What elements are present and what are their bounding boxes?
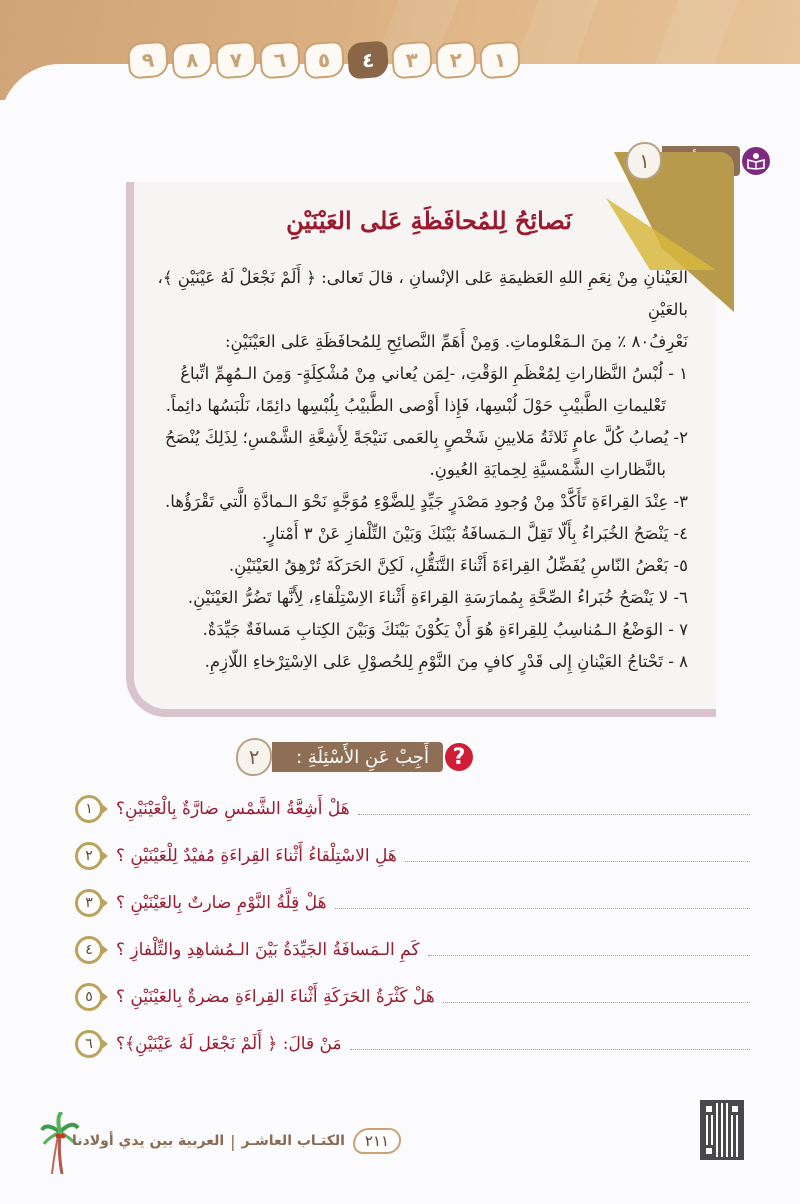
tip-item-2-cont: بالنَّظاراتِ الشَّمْسيَّةِ لِحِمايَةِ العُيونِ. [429, 460, 666, 479]
section-questions-header [242, 738, 465, 776]
passage-body [156, 262, 688, 678]
tip-item-4: ٤- يَنْصَحُ الخُبَراءُ بِأَلّا تَقِلَّ الـمَسافَةُ بَيْنَكَ وَبَيْنَ التِّلْفازِ عَنْ ٣ أَمْتارٍ. [261, 524, 688, 543]
tip-item-2: ٢- يُصابُ كُلَّ عامٍ ثَلاثَةُ مَلايينِ شَخْصٍ بِالعَمى نَتيْجَةً لِأَشِعَّةِ الشَّمْسِ؛ لِذَلِكَ يُنْصَحُ [165, 428, 688, 447]
lesson-tab-8[interactable]: ٨ [171, 41, 213, 80]
page-number: ٢١١ [353, 1128, 401, 1154]
question-number-badge [70, 888, 108, 918]
intro-line: نَعْرِفُ٨٠ ٪ مِنَ الـمَعْلوماتِ. وَمِنْ أَهَمِّ النَّصائِحِ لِلمُحافَظَةِ عَلى العَيْنَيْنِ: [224, 332, 688, 351]
footer-separator: | [230, 1131, 236, 1151]
question-number: ٢ [75, 842, 103, 870]
section-label: أَجِبْ عَنِ الأَسْئِلَةِ : [272, 742, 443, 772]
question-mark-icon: ? [443, 741, 475, 773]
question-text: هَلْ كَثْرَةُ الحَرَكَةِ أَثْناءَ القِراءَةِ مضرةٌ بِالعَيْنَيْنِ ؟ [116, 986, 435, 1007]
tip-item-1-cont: تَعْليماتِ الطَّبيْبِ حَوْلَ لُبْسِها، فَإِذا أَوْصى الطَّبيْبُ بِلُبْسِها دائِمًا، نَلْبَسُها دائِماً. [165, 396, 666, 415]
lesson-tab-2[interactable]: ٢ [435, 41, 477, 80]
question-number: ٤ [75, 936, 103, 964]
tip-item-6: ٦- لا يَنْصَحُ خُبَراءُ الصِّحَّةِ بِمُمارَسَةِ القِراءَةِ أَثْناءَ الاِسْتِلْقاءِ، لِأَنَّها تَضُرُّ العَيْنَيْنِ. [187, 588, 688, 607]
lesson-tab-6[interactable]: ٦ [259, 41, 301, 80]
lesson-tab-4-active[interactable]: ٤ [347, 41, 389, 80]
lesson-number-strip [128, 42, 520, 78]
reading-passage-card [126, 182, 716, 717]
book-title: الكتـاب العاشـر [241, 1133, 345, 1149]
lesson-tab-5[interactable]: ٥ [303, 41, 345, 80]
tip-item-7: ٧ - الوَضْعُ الـمُناسِبُ لِلقِراءَةِ هُوَ أَنْ يَكُوْنَ بَيْنَكَ وَبَيْنَ الكِتابِ مَسافَةٌ جَيِّدَةٌ. [202, 620, 688, 639]
question-number-badge [70, 841, 108, 871]
passage-title: نَصائِحُ لِلمُحافَظَةِ عَلى العَيْنَيْنِ [286, 206, 572, 235]
tip-item-5: ٥- بَعْضُ النّاسِ يُفَضِّلُ القِراءَةَ أَثْناءَ التَّنَقُّلِ، لَكِنَّ الحَرَكَةَ تُرْهِقُ العَيْنَيْنِ. [228, 556, 688, 575]
question-text: هَلِ الاسْتِلْقاءُ أَثْناءَ القِراءَةِ مُفيْدٌ لِلْعَيْنَيْنِ ؟ [116, 845, 397, 866]
question-row-6 [70, 1020, 750, 1067]
question-number: ٣ [75, 889, 103, 917]
question-row-1 [70, 785, 750, 832]
answer-line[interactable] [350, 1049, 750, 1050]
question-number-badge [70, 794, 108, 824]
tip-item-1: ١ - لُبْسُ النَّظاراتِ لِمُعْظَمِ الوَقْتِ، -لِمَن يُعاني مِنْ مُشْكِلَةٍ- وَمِنَ الـمُهِمِّ اتِّباعُ [180, 364, 688, 383]
question-list [70, 785, 750, 1067]
answer-line[interactable] [443, 1002, 750, 1003]
answer-line[interactable] [335, 908, 750, 909]
question-text: هَلْ قِلَّةُ النَّوْمِ ضارتٌ بِالعَيْنَيْنِ ؟ [116, 892, 327, 913]
series-title: العربية بين يدي أولادنا [72, 1133, 225, 1149]
question-number: ١ [75, 795, 103, 823]
answer-line[interactable] [428, 955, 750, 956]
question-text: مَنْ قالَ: ﴿ أَلَمْ نَجْعَل لَهُ عَيْنَيْنِ﴾؟ [116, 1034, 342, 1054]
question-number-badge [70, 982, 108, 1012]
tip-item-3: ٣- عِنْدَ القِراءَةِ تَأَكَّدْ مِنْ وُجودِ مَصْدَرٍ جَيِّدٍ لِلضَّوْءِ مُوَجَّهٍ نَحْوَ الـمادَّةِ الَّتي تَقْرَؤُها. [165, 492, 688, 511]
question-number: ٦ [75, 1030, 103, 1058]
lesson-tab-1[interactable]: ١ [479, 41, 521, 80]
tip-item-8: ٨ - تَحْتاجُ العَيْنانِ إِلى قَدْرٍ كافٍ مِنَ النَّوْمِ لِلحُصوْلِ عَلى الاِسْتِرْخاءِ اللّازِمِ. [204, 652, 688, 671]
lesson-tab-9[interactable]: ٩ [127, 41, 169, 80]
section-number: ١ [626, 142, 662, 180]
question-row-4 [70, 926, 750, 973]
reading-book-icon [740, 145, 772, 177]
section-number: ٢ [236, 738, 272, 776]
page-footer [72, 1128, 407, 1154]
answer-line[interactable] [405, 861, 750, 862]
question-text: هَلْ أَشِعَّةُ الشَّمْسِ ضارَّةٌ بِالْعَيْنَيْنِ؟ [116, 798, 350, 819]
qr-code-icon[interactable] [700, 1100, 744, 1160]
answer-line[interactable] [358, 814, 750, 815]
question-number: ٥ [75, 983, 103, 1011]
lesson-tab-7[interactable]: ٧ [215, 41, 257, 80]
question-row-5 [70, 973, 750, 1020]
question-number-badge [70, 935, 108, 965]
intro-line: العَيْنانِ مِنْ نِعَمِ اللهِ العَظيمَةِ عَلى الإنْسانِ ، قالَ تَعالى: ﴿ أَلَمْ نَجْعَلْ لَهُ عَيْنَيْنِ ﴾، بالعَيْنِ [157, 268, 688, 319]
lesson-tab-3[interactable]: ٣ [391, 41, 433, 80]
question-row-2 [70, 832, 750, 879]
question-text: كَمِ الـمَسافَةُ الجَيِّدَةُ بَيْنَ الـمُشاهِدِ والتِّلْفازِ ؟ [116, 939, 420, 960]
question-number-badge [70, 1029, 108, 1059]
question-row-3 [70, 879, 750, 926]
